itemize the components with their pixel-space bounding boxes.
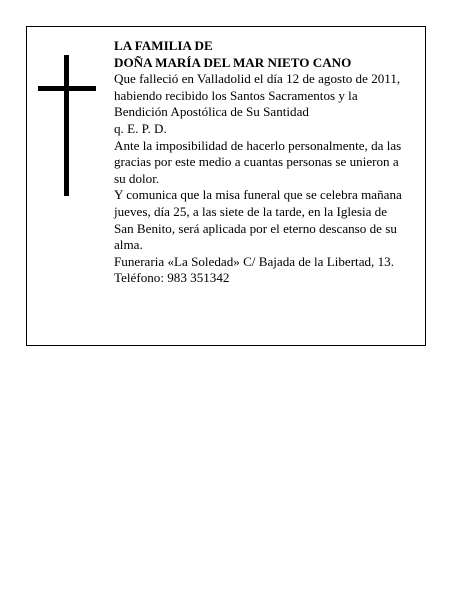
body-line: gracias por este medio a cuantas personas se unieron a xyxy=(114,154,399,170)
body-line: Y comunica que la misa funeral que se celebra mañana xyxy=(114,187,402,203)
cross-vertical-bar xyxy=(64,55,69,196)
body-line: habiendo recibido los Santos Sacramentos y la xyxy=(114,87,358,103)
body-line: jueves, día 25, a las siete de la tarde, en la Iglesia de xyxy=(114,203,388,219)
phone-line: Teléfono: 983 351342 xyxy=(114,270,230,286)
funeral-home-line: Funeraria «La Soledad» C/ Bajada de la Libertad, 13. xyxy=(114,253,394,269)
body-line: alma. xyxy=(114,237,143,253)
heading-family: LA FAMILIA DE xyxy=(114,38,213,53)
body-line: Bendición Apostólica de Su Santidad xyxy=(114,104,309,120)
cross-horizontal-bar xyxy=(38,86,96,91)
body-line: Ante la imposibilidad de hacerlo personalmente, da las xyxy=(114,137,402,153)
heading-deceased-name: DOÑA MARÍA DEL MAR NIETO CANO xyxy=(114,54,352,70)
body-line: su dolor. xyxy=(114,170,160,186)
body-line: Que falleció en Valladolid el día 12 de agosto de 2011, xyxy=(114,71,401,87)
body-line: San Benito, será aplicada por el eterno descanso de su xyxy=(114,220,397,236)
body-line: q. E. P. D. xyxy=(114,120,167,136)
notice-text xyxy=(114,38,418,287)
